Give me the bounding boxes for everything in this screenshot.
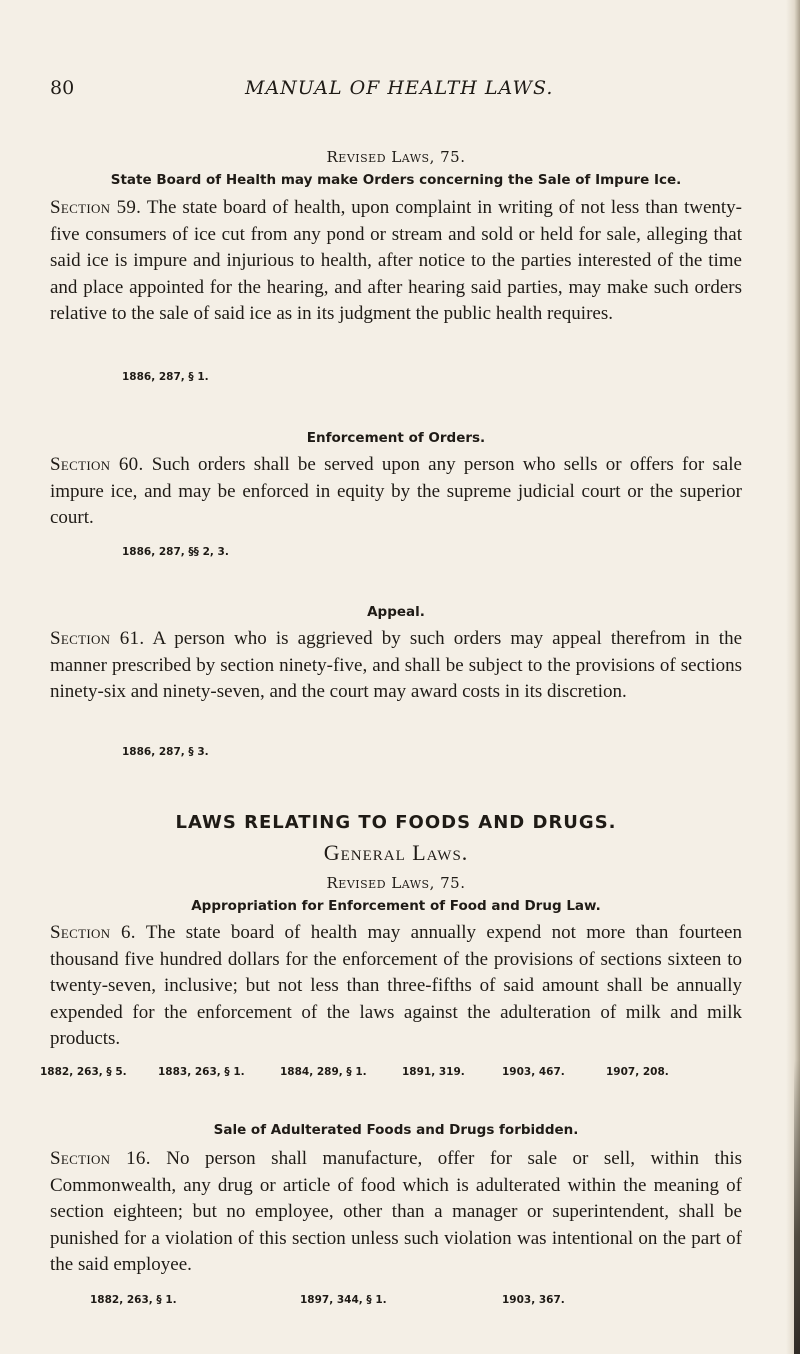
section-6-citations	[40, 1066, 740, 1082]
section-59-label: Section 59.	[50, 197, 142, 218]
section-6-paragraph	[50, 920, 742, 1053]
citation: 1891, 319.	[402, 1066, 465, 1078]
citation: 1907, 208.	[606, 1066, 669, 1078]
citation: 1884, 289, § 1.	[280, 1066, 367, 1078]
running-title: MANUAL OF HEALTH LAWS.	[245, 77, 554, 99]
section-16-paragraph	[50, 1146, 742, 1279]
section-59-paragraph	[50, 195, 742, 328]
section-16-text: No person shall manufacture, offer for sale or sell, within this Commonwealth, any drug or article of food which is adulterated within the meaning of section eighteen; but no employee, other than a manager or superintendent, shall be punished for a violation of this section unless such violation was intentional on the part of the said employee.	[50, 1148, 743, 1276]
running-header	[50, 77, 740, 105]
section-61-citation: 1886, 287, § 3.	[122, 746, 209, 758]
section-6-text: The state board of health may annually expend not more than fourteen thousand five hundred dollars for the enforcement of the provisions of sections sixteen to twenty-seven, inclusive; but not less than three-fifths of said amount shall be annually expended for the enforcement of the laws against the adulteration of milk and milk products.	[50, 922, 742, 1050]
section-16-heading: Sale of Adulterated Foods and Drugs forbidden.	[213, 1122, 579, 1138]
citation: 1903, 367.	[502, 1294, 565, 1306]
part-title: LAWS RELATING TO FOODS AND DRUGS.	[175, 812, 617, 833]
section-60-label: Section 60.	[50, 454, 144, 475]
citation: 1903, 467.	[502, 1066, 565, 1078]
section-59-citation: 1886, 287, § 1.	[122, 371, 209, 383]
section-6-label: Section 6.	[50, 922, 136, 943]
section-16-citations	[90, 1294, 790, 1310]
section-60-heading: Enforcement of Orders.	[306, 430, 486, 446]
section-16-label: Section 16.	[50, 1148, 151, 1169]
section-61-label: Section 61.	[50, 628, 145, 649]
section-60-paragraph	[50, 452, 742, 532]
citation: 1883, 263, § 1.	[158, 1066, 245, 1078]
section-6-heading: Appropriation for Enforcement of Food and Drug Law.	[191, 898, 601, 914]
citation: 1882, 263, § 1.	[90, 1294, 177, 1306]
page-edge-dark	[794, 1060, 800, 1354]
general-laws-heading: General Laws.	[323, 840, 469, 865]
section-59-heading: State Board of Health may make Orders concerning the Sale of Impure Ice.	[110, 172, 682, 188]
citation: 1882, 263, § 5.	[40, 1066, 127, 1078]
section-60-citation: 1886, 287, §§ 2, 3.	[122, 546, 229, 558]
section-61-text: A person who is aggrieved by such orders may appeal therefrom in the manner prescribed by section ninety-five, and shall be subject to the provisions of sections ninety-six and ninety-seven, and the court may award costs in its discretion.	[50, 628, 743, 703]
citation: 1897, 344, § 1.	[300, 1294, 387, 1306]
section-60-text: Such orders shall be served upon any person who sells or offers for sale impure ice, and may be enforced in equity by the supreme judicial court or the superior court.	[50, 454, 742, 529]
section-59-text: The state board of health, upon complaint in writing of not less than twenty-five consumers of ice cut from any pond or stream and sold or held for sale, alleging that said ice is impure and injurious to health, after notice to the parties interested of the time and place appointed for the hearing, and after hearing said parties, may make such orders relative to the sale of said ice as in its judgment the public health requires.	[50, 197, 742, 325]
section-61-heading: Appeal.	[367, 604, 425, 620]
revised-laws-label: Revised Laws, 75.	[326, 148, 466, 166]
section-61-paragraph	[50, 626, 742, 706]
page-number: 80	[50, 77, 75, 99]
revised-laws-label-2: Revised Laws, 75.	[326, 874, 466, 892]
